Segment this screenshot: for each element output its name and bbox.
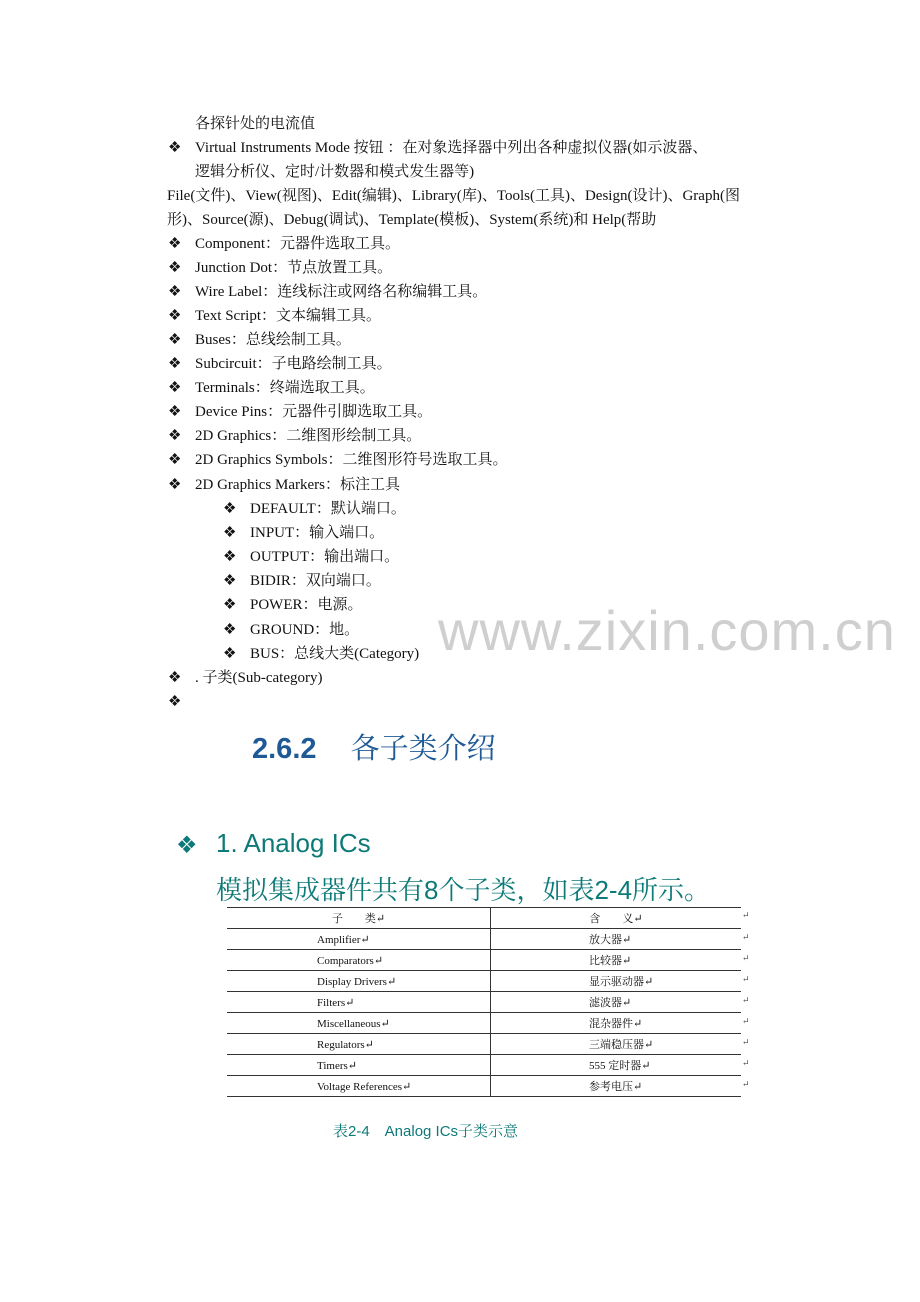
sub-list-item: OUTPUT：输出端口。 — [250, 549, 400, 565]
bullet-icon: ❖ — [168, 284, 182, 300]
return-mark: ↵ — [742, 953, 750, 963]
table-cell: 三端稳压器↵ — [589, 1039, 654, 1051]
list-item: 2D Graphics：二维图形绘制工具。 — [195, 428, 422, 444]
table-cell: 混杂器件↵ — [589, 1018, 643, 1030]
watermark: www.zixin.com.cn — [438, 599, 896, 662]
bullet-icon: ❖ — [168, 356, 182, 372]
table-cell: 比较器↵ — [589, 955, 632, 967]
sub-list-item: GROUND：地。 — [250, 622, 360, 638]
return-mark: ↵ — [742, 1079, 750, 1089]
text-line: Virtual Instruments Mode 按钮 ：在对象选择器中列出各种虚拟仪器(如示波器、 — [195, 140, 708, 156]
bullet-icon: ❖ — [168, 308, 182, 324]
list-item: 2D Graphics Symbols：二维图形符号选取工具。 — [195, 452, 508, 468]
return-mark: ↵ — [742, 1037, 750, 1047]
list-item: Junction Dot：节点放置工具。 — [195, 260, 393, 276]
table-row — [227, 950, 741, 971]
sub-list-item: BIDIR：双向端口。 — [250, 573, 381, 589]
table-cell: Comparators↵ — [317, 954, 384, 967]
list-item: Buses：总线绘制工具。 — [195, 332, 351, 348]
bullet-icon: ❖ — [168, 694, 182, 710]
subsection-title: 1. Analog ICs — [216, 828, 371, 858]
sub-list-item: DEFAULT：默认端口。 — [250, 501, 406, 517]
text-line: 形)、Source(源)、Debug(调试)、Template(模板)、System(系统)和 Help(帮助 — [167, 212, 657, 228]
bullet-icon: ❖ — [176, 833, 198, 859]
list-item: . 子类(Sub-category) — [195, 670, 323, 686]
table-cell: Display Drivers↵ — [317, 975, 397, 988]
list-item: Subcircuit：子电路绘制工具。 — [195, 356, 392, 372]
list-item: Device Pins：元器件引脚选取工具。 — [195, 404, 433, 420]
return-mark: ↵ — [742, 995, 750, 1005]
sub-list-item: INPUT：输入端口。 — [250, 525, 385, 541]
table-row — [227, 971, 741, 992]
table-cell: 显示驱动器↵ — [589, 976, 654, 988]
bullet-icon: ❖ — [168, 332, 182, 348]
table-row — [227, 1034, 741, 1055]
list-item: Component：元器件选取工具。 — [195, 236, 400, 252]
table-cell: 滤波器↵ — [589, 997, 632, 1009]
table-cell: 555 定时器↵ — [589, 1060, 651, 1072]
table-cell: Regulators↵ — [317, 1038, 374, 1051]
table-cell: Timers↵ — [317, 1059, 357, 1072]
text-line: 逻辑分析仪、定时/计数器和模式发生器等) — [195, 164, 475, 180]
table-row — [227, 929, 741, 950]
table-row — [227, 992, 741, 1013]
bullet-icon: ❖ — [223, 622, 237, 638]
section-title: 各子类介绍 — [350, 733, 496, 765]
table-cell: Miscellaneous↵ — [317, 1017, 390, 1030]
table-header-row — [227, 908, 741, 929]
bullet-icon: ❖ — [223, 597, 237, 613]
text-line: 各探针处的电流值 — [195, 116, 316, 132]
table-cell: Amplifier↵ — [317, 933, 370, 946]
table-cell: Filters↵ — [317, 996, 355, 1009]
sub-list-item: BUS：总线大类(Category) — [250, 646, 420, 662]
table-row — [227, 1076, 741, 1097]
sub-list-item: POWER：电源。 — [250, 597, 363, 613]
list-item: Wire Label：连线标注或网络名称编辑工具。 — [195, 284, 488, 300]
return-mark: ↵ — [742, 932, 750, 942]
return-mark: ↵ — [742, 1058, 750, 1068]
text-line: File(文件)、View(视图)、Edit(编辑)、Library(库)、Tools(工具)、Design(设计)、Graph(图 — [167, 188, 740, 204]
bullet-icon: ❖ — [223, 549, 237, 565]
section-number: 2.6.2 — [252, 733, 317, 765]
column-header: 含 义↵ — [491, 908, 742, 929]
table-cell: Voltage References↵ — [317, 1080, 412, 1093]
return-mark: ↵ — [742, 910, 750, 920]
bullet-icon: ❖ — [168, 428, 182, 444]
bullet-icon: ❖ — [223, 573, 237, 589]
bullet-icon: ❖ — [223, 646, 237, 662]
return-mark: ↵ — [742, 1016, 750, 1026]
table-cell: 参考电压↵ — [589, 1081, 643, 1093]
bullet-icon: ❖ — [168, 140, 182, 156]
section-heading — [252, 726, 496, 767]
list-item: Text Script：文本编辑工具。 — [195, 308, 382, 324]
column-header: 子 类↵ — [227, 908, 491, 929]
table-row — [227, 1055, 741, 1076]
list-item: Terminals：终端选取工具。 — [195, 380, 375, 396]
bullet-icon: ❖ — [223, 501, 237, 517]
bullet-icon: ❖ — [168, 404, 182, 420]
bullet-icon: ❖ — [168, 452, 182, 468]
bullet-icon: ❖ — [223, 525, 237, 541]
bullet-icon: ❖ — [168, 670, 182, 686]
return-mark: ↵ — [742, 974, 750, 984]
bullet-icon: ❖ — [168, 236, 182, 252]
table-caption: 表2-4 Analog ICs子类示意 — [333, 1123, 519, 1140]
table-row — [227, 1013, 741, 1034]
bullet-icon: ❖ — [168, 477, 182, 493]
subsection-description: 模拟集成器件共有8个子类，如表2-4所示。 — [216, 875, 711, 905]
list-item: 2D Graphics Markers：标注工具 — [195, 477, 400, 493]
table-cell: 放大器↵ — [589, 934, 632, 946]
bullet-icon: ❖ — [168, 380, 182, 396]
bullet-icon: ❖ — [168, 260, 182, 276]
subcategory-table — [227, 907, 741, 1097]
